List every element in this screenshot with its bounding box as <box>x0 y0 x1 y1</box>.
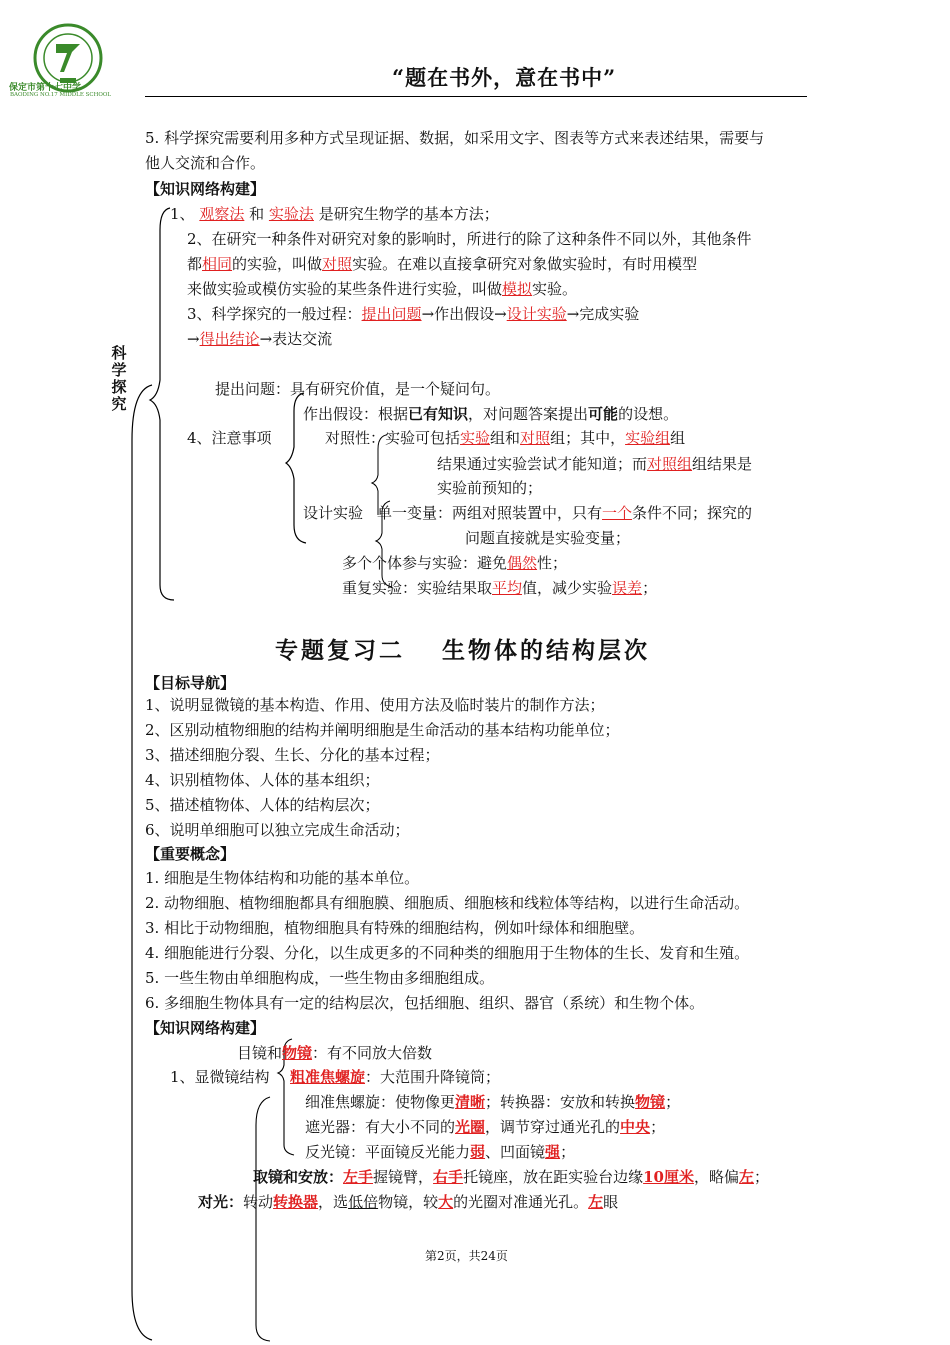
goal-6: 6、说明单细胞可以独立完成生命活动； <box>145 821 410 839</box>
micro-coarse: 粗准焦螺旋：大范围升降镜筒； <box>290 1068 501 1086</box>
micro-mirror: 反光镜：平面镜反光能力弱、凹面镜强； <box>305 1143 576 1161</box>
brace-label-science: 科学探究 <box>111 344 127 413</box>
answer-ask-question: 提出问题 <box>361 305 422 323</box>
page-footer: 第2页，共24页 <box>425 1249 508 1263</box>
note-control-line3: 实验前预知的； <box>437 479 543 497</box>
answer-left: 左 <box>738 1168 754 1186</box>
logo-caption: 保定市第十七中学 <box>9 83 82 93</box>
note-repeat: 重复实验：实验结果取平均值，减少实验误差； <box>342 579 658 597</box>
item2-line3: 来做实验或模仿实验的某些条件进行实验，叫做模拟实验。 <box>187 280 578 298</box>
answer-chance: 偶然 <box>507 554 538 572</box>
micro-eyepiece: 目镜和物镜：有不同放大倍数 <box>237 1044 433 1062</box>
concept-6: 6. 多细胞生物体具有一定的结构层次，包括细胞、组织、器官（系统）和生物个体。 <box>145 994 705 1012</box>
answer-ctrl-group-2: 对照组 <box>647 455 693 473</box>
section-heading-network-1: 【知识网络构建】 <box>145 180 266 198</box>
micro-fine: 细准焦螺旋：使物像更清晰；转换器：安放和转换物镜； <box>305 1093 681 1111</box>
answer-clear: 清晰 <box>455 1093 486 1111</box>
network-heading-2: 【知识网络构建】 <box>145 1019 266 1037</box>
answer-one: 一个 <box>602 504 633 522</box>
answer-aperture: 光圈 <box>455 1118 486 1136</box>
answer-objective: 物镜 <box>282 1044 313 1062</box>
answer-design-experiment: 设计实验 <box>506 305 567 323</box>
concept-5: 5. 一些生物由单细胞构成，一些生物由多细胞组成。 <box>145 969 495 987</box>
item2-line2: 都相同的实验，叫做对照实验。在难以直接拿研究对象做实验时，有时用模型 <box>187 255 698 273</box>
answer-strong: 强 <box>545 1143 561 1161</box>
answer-average: 平均 <box>492 579 523 597</box>
concept-3: 3. 相比于动物细胞，植物细胞具有特殊的细胞结构，例如叶绿体和细胞壁。 <box>145 919 645 937</box>
note-control-line1: 对照性：实验可包括实验组和对照组；其中，实验组组 <box>325 429 686 447</box>
answer-conclusion: 得出结论 <box>199 330 260 348</box>
goal-3: 3、描述细胞分裂、生长、分化的基本过程； <box>145 746 440 764</box>
goal-2: 2、区别动植物细胞的结构并阐明细胞是生命活动的基本结构功能单位； <box>145 721 620 739</box>
answer-converter: 转换器 <box>273 1193 319 1211</box>
answer-left-eye: 左 <box>588 1193 604 1211</box>
item3-line1: 3、科学探究的一般过程：提出问题→作出假设→设计实验→完成实验 <box>187 305 640 323</box>
goal-5: 5、描述植物体、人体的结构层次； <box>145 796 380 814</box>
answer-exp-group: 实验 <box>460 429 491 447</box>
answer-weak: 弱 <box>470 1143 486 1161</box>
micro-light: 对光：转动转换器，选低倍物镜，较大的光圈对准通光孔。左眼 <box>198 1193 619 1211</box>
goal-1: 1、说明显微镜的基本构造、作用、使用方法及临时装片的制作方法； <box>145 696 605 714</box>
answer-exp-group-2: 实验组 <box>625 429 671 447</box>
note-single-var: 单一变量：两组对照装置中，只有一个条件不同；探究的 <box>377 504 753 522</box>
concepts-heading: 【重要概念】 <box>145 845 236 863</box>
note-multi-individual: 多个个体参与实验：避免偶然性； <box>342 554 568 572</box>
motto: “题在书外，意在书中” <box>392 65 617 90</box>
goals-heading: 【目标导航】 <box>145 674 236 692</box>
answer-simulate: 模拟 <box>502 280 533 298</box>
micro-pickup: 取镜和安放：左手握镜臂，右手托镜座，放在距实验台边缘10厘米，略偏左； <box>253 1168 769 1186</box>
micro-structure-label: 1、显微镜结构 <box>170 1068 270 1086</box>
note-design-label: 设计实验 <box>303 504 364 522</box>
micro-diaphragm: 遮光器：有大小不同的光圈，调节穿过通光孔的中央； <box>305 1118 666 1136</box>
header-rule <box>145 96 807 97</box>
answer-right-hand: 右手 <box>433 1168 464 1186</box>
answer-error: 误差 <box>612 579 643 597</box>
answer-ctrl-group: 对照 <box>520 429 551 447</box>
answer-control: 对照 <box>322 255 353 273</box>
answer-10cm: 10厘米 <box>643 1168 694 1186</box>
answer-large: 大 <box>438 1193 454 1211</box>
item3-line2: →得出结论→表达交流 <box>187 330 333 348</box>
note-question: 提出问题：具有研究价值，是一个疑问句。 <box>215 380 501 398</box>
answer-same: 相同 <box>202 255 233 273</box>
intro-line-1: 5. 科学探究需要利用多种方式呈现证据、数据，如采用文字、图表等方式来表述结果，需要与 <box>145 129 765 147</box>
answer-left-hand: 左手 <box>343 1168 374 1186</box>
logo-caption-en: BAODING NO.17 MIDDLE SCHOOL <box>10 92 112 98</box>
answer-observation: 观察法 <box>199 205 245 223</box>
answer-objective-2: 物镜 <box>635 1093 666 1111</box>
answer-coarse-knob: 粗准焦螺旋 <box>290 1068 366 1086</box>
note-hypothesis: 作出假设：根据已有知识，对问题答案提出可能的设想。 <box>303 405 679 423</box>
answer-center: 中央 <box>620 1118 651 1136</box>
item1: 1、 观察法 和 实验法 是研究生物学的基本方法； <box>170 205 499 223</box>
concept-2: 2. 动物细胞、植物细胞都具有细胞膜、细胞质、细胞核和线粒体等结构，以进行生命活动。 <box>145 894 750 912</box>
item4-label: 4、注意事项 <box>187 429 272 447</box>
item2-line1: 2、在研究一种条件对研究对象的影响时，所进行的除了这种条件不同以外，其他条件 <box>187 230 752 248</box>
intro-line-2: 他人交流和合作。 <box>145 154 266 172</box>
answer-experiment: 实验法 <box>268 205 314 223</box>
concept-1: 1. 细胞是生物体结构和功能的基本单位。 <box>145 869 420 887</box>
note-single-var-line2: 问题直接就是实验变量； <box>465 529 631 547</box>
chapter-title: 专题复习二 生物体的结构层次 <box>275 638 651 664</box>
goal-4: 4、识别植物体、人体的基本组织； <box>145 771 380 789</box>
concept-4: 4. 细胞能进行分裂、分化，以生成更多的不同种类的细胞用于生物体的生长、发育和生殖。 <box>145 944 750 962</box>
note-control-line2: 结果通过实验尝试才能知道；而对照组组结果是 <box>437 455 753 473</box>
